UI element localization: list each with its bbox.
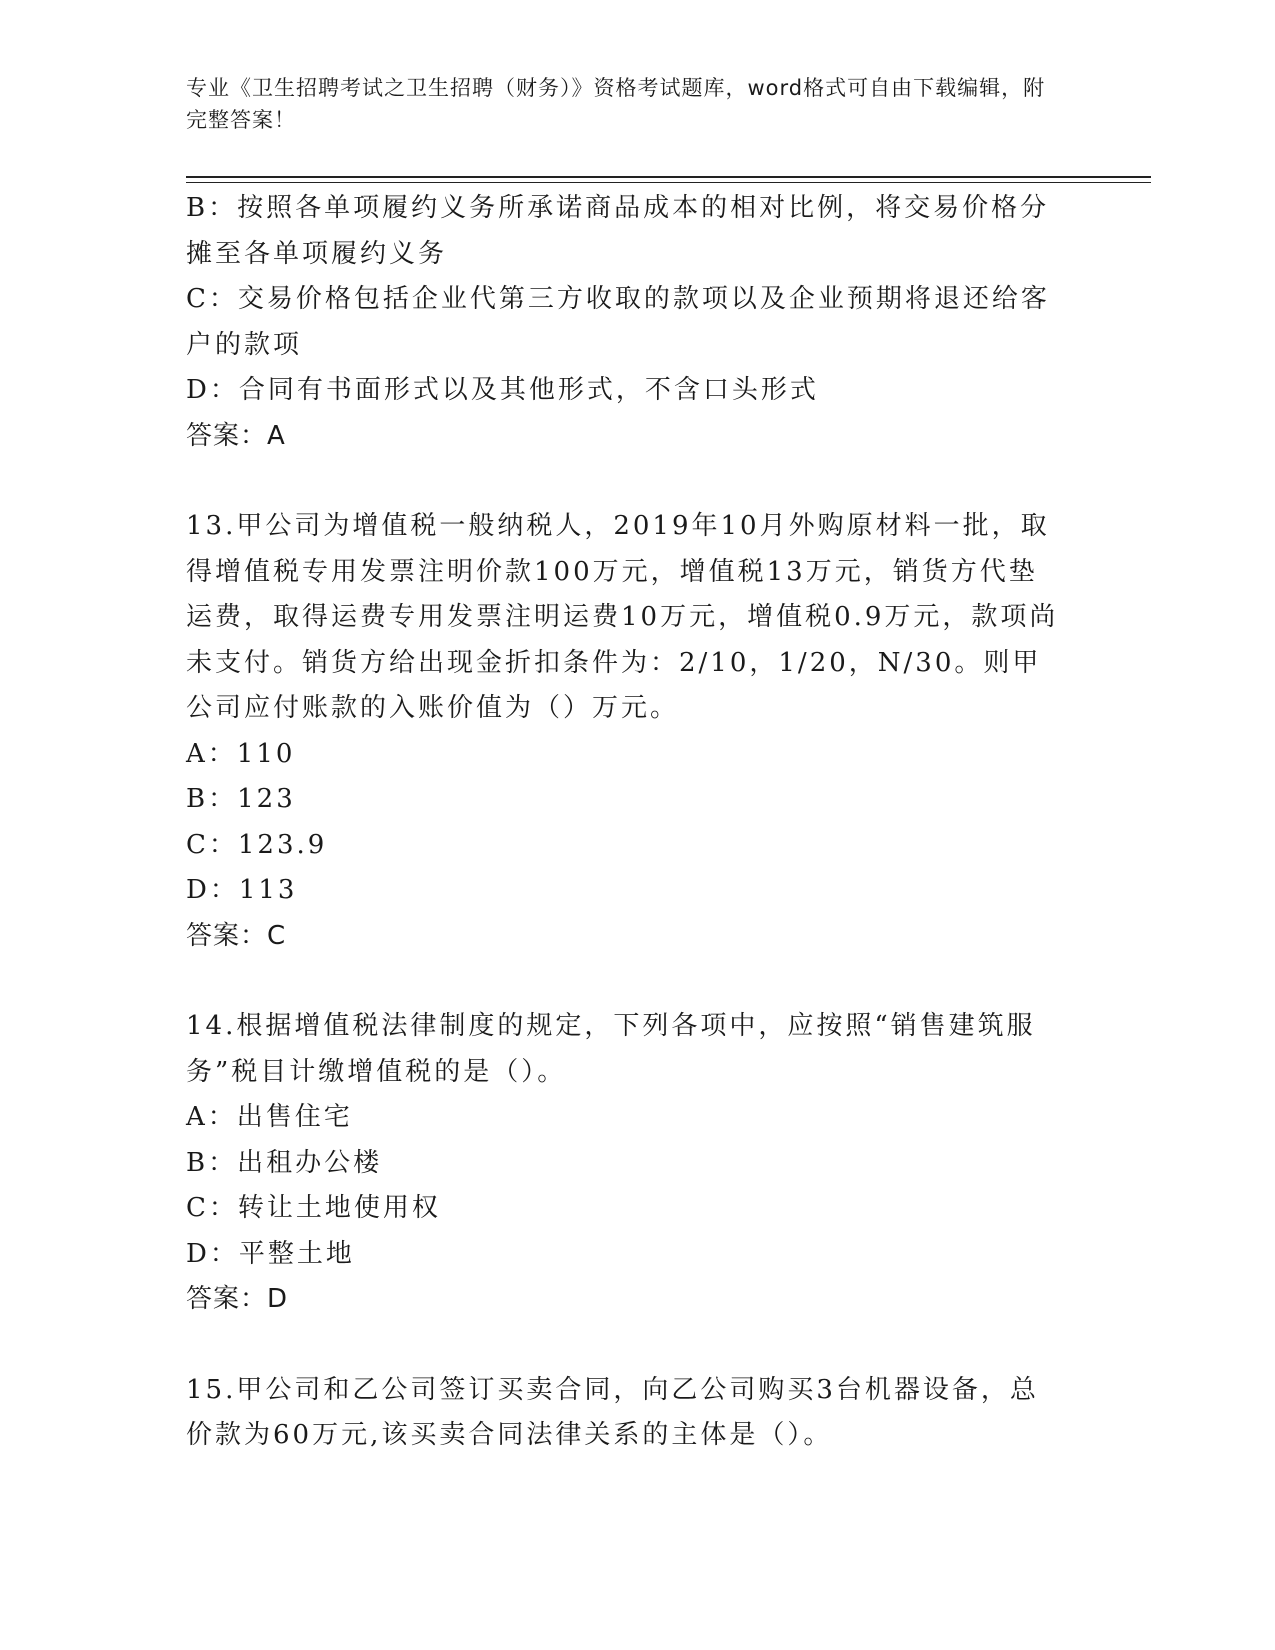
option-d: D：合同有书面形式以及其他形式，不含口头形式 [186, 375, 819, 405]
question-13-option-c: C：123.9 [186, 829, 328, 860]
question-13-option-d: D：113 [186, 875, 298, 905]
question-14-answer: 答案：D [186, 1284, 289, 1314]
question-13-answer: 答案：C [186, 920, 287, 951]
document-header [186, 72, 1066, 136]
option-b: B：按照各单项履约义务所承诺商品成本的相对比例，将交易价格分摊至各单项履约义务 [186, 193, 1050, 269]
spacer [186, 1323, 1066, 1368]
question-14-option-d: D：平整土地 [186, 1238, 355, 1269]
question-content [186, 186, 1066, 1459]
question-14-stem: 14.根据增值税法律制度的规定，下列各项中，应按照“销售建筑服务”税目计缴增值税的是（）。 [186, 1011, 1036, 1087]
header-divider-thin [186, 182, 1151, 183]
answer: 答案：A [186, 420, 286, 451]
question-13-option-b: B：123 [186, 784, 296, 814]
question-13-option-a: A：110 [186, 738, 296, 769]
option-c: C：交易价格包括企业代第三方收取的款项以及企业预期将退还给客户的款项 [186, 284, 1050, 360]
question-14-option-c: C：转让土地使用权 [186, 1193, 441, 1223]
question-14-option-a: A：出售住宅 [186, 1102, 353, 1132]
header-divider-thick [186, 176, 1151, 178]
question-14-option-b: B：出租办公楼 [186, 1147, 383, 1178]
question-13-stem: 13.甲公司为增值税一般纳税人，2019年10月外购原材料一批，取得增值税专用发票注明价款100万元，增值税13万元，销货方代垫运费，取得运费专用发票注明运费10万元，增值税0.9万元，款项尚未支付。销货方给出现金折扣条件为：2/10，1/20，N/30。则甲公司应付账款的入账价值为（）万元。 [186, 511, 1059, 723]
header-text: 专业《卫生招聘考试之卫生招聘（财务）》资格考试题库，word格式可自由下载编辑，附完整答案！ [186, 76, 1046, 132]
spacer [186, 459, 1066, 504]
spacer [186, 959, 1066, 1004]
question-15-stem: 15.甲公司和乙公司签订买卖合同，向乙公司购买3台机器设备，总价款为60万元,该买卖合同法律关系的主体是（）。 [186, 1374, 1039, 1450]
